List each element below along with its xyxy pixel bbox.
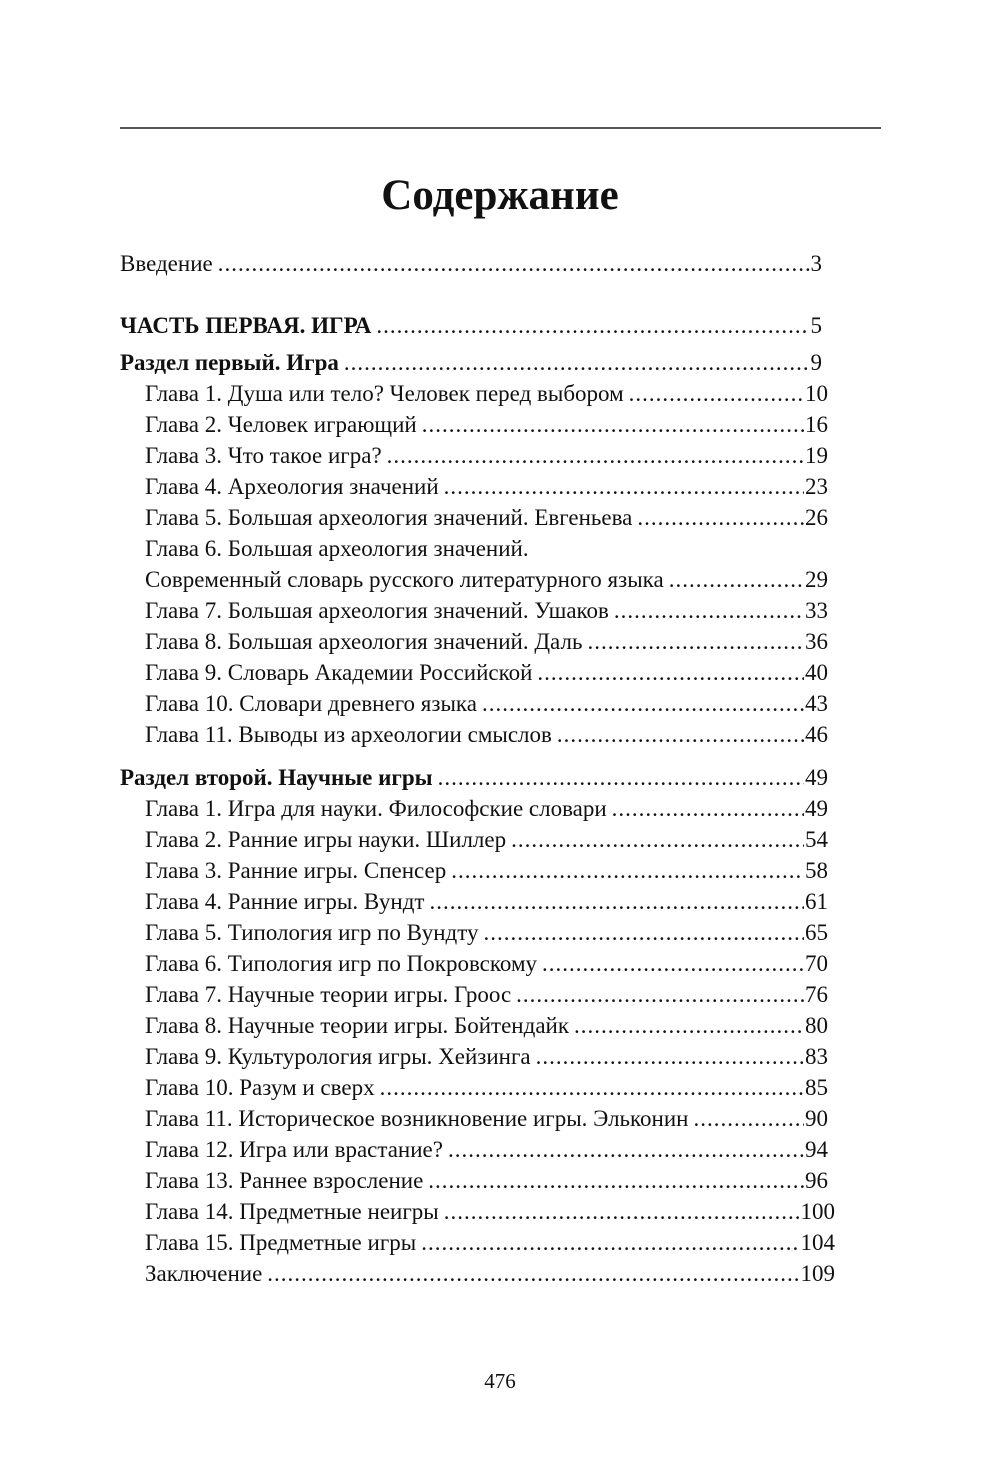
toc-entry-title: Глава 10. Разум и сверх [145, 1075, 375, 1100]
toc-entry-title: Введение [120, 251, 213, 276]
toc-entry-title: Глава 6. Большая археология значений. [145, 536, 529, 561]
toc-entry-page: 36 [805, 629, 828, 654]
toc-entry-page: 26 [805, 505, 828, 530]
toc-entry-page: 33 [805, 598, 828, 623]
toc-entry-title: Глава 14. Предметные неигры [145, 1199, 439, 1224]
toc-entry-page: 70 [805, 951, 828, 976]
toc-chapter-entry[interactable] [145, 1227, 835, 1258]
toc-entry-title: Глава 3. Что такое игра? [145, 443, 382, 468]
dot-leader [380, 1072, 804, 1103]
toc-entry-title: Глава 3. Ранние игры. Спенсер [145, 858, 447, 883]
toc-chapter-entry[interactable] [145, 1196, 835, 1227]
dot-leader [574, 1010, 804, 1041]
toc-chapter-entry[interactable] [145, 855, 828, 886]
toc-entry-page: 19 [805, 443, 828, 468]
toc-entry-page: 9 [810, 350, 822, 375]
toc-entry-title: ЧАСТЬ ПЕРВАЯ. ИГРА [120, 313, 372, 338]
dot-leader [669, 564, 804, 595]
dot-leader [444, 471, 804, 502]
dot-leader [438, 762, 804, 793]
toc-entry-title: Глава 8. Большая археология значений. Даль [145, 629, 583, 654]
toc-chapter-entry[interactable] [145, 886, 828, 917]
dot-leader [451, 855, 804, 886]
toc-chapter-entry[interactable] [145, 793, 828, 824]
dot-leader [421, 1227, 799, 1258]
toc-entry-page: 61 [805, 889, 828, 914]
dot-leader [482, 688, 804, 719]
toc-entry-title: Глава 5. Большая археология значений. Евгеньева [145, 505, 633, 530]
toc-chapter-entry[interactable] [145, 979, 828, 1010]
toc-chapter-entry[interactable] [145, 440, 828, 471]
toc-entry-title: Глава 4. Археология значений [145, 474, 439, 499]
toc-entry-page: 96 [805, 1168, 828, 1193]
toc-entry-title: Глава 11. Выводы из археологии смыслов [145, 722, 552, 747]
dot-leader [448, 1134, 804, 1165]
toc-entry-page: 3 [810, 251, 822, 276]
toc-chapter-entry[interactable] [145, 595, 828, 626]
dot-leader [444, 1196, 800, 1227]
toc-chapter-entry[interactable] [145, 1165, 828, 1196]
toc-chapter-entry[interactable] [145, 1103, 828, 1134]
page-number: 476 [484, 1369, 516, 1393]
toc-entry-title: Глава 5. Типология игр по Вундту [145, 920, 479, 945]
toc-entry-title: Глава 2. Человек играющий [145, 412, 417, 437]
toc-entry-title: Глава 11. Историческое возникновение игры. Эльконин [145, 1106, 689, 1131]
toc-entry-page: 104 [800, 1230, 835, 1255]
dot-leader [614, 595, 804, 626]
toc-entry-intro[interactable] [120, 248, 822, 279]
toc-entry-title: Глава 7. Большая археология значений. Ушаков [145, 598, 609, 623]
toc-entry-page: 40 [805, 660, 828, 685]
toc-entry-title: Глава 13. Раннее взросление [145, 1168, 424, 1193]
toc-entry-title: Глава 15. Предметные игры [145, 1230, 417, 1255]
dot-leader [376, 310, 809, 341]
toc-entry-page: 29 [805, 567, 828, 592]
dot-leader [629, 378, 804, 409]
toc-entry-page: 46 [805, 722, 828, 747]
dot-leader [429, 886, 804, 917]
dot-leader [612, 793, 804, 824]
toc-entry-page: 58 [805, 858, 828, 883]
toc-entry-title: Глава 2. Ранние игры науки. Шиллер [145, 827, 507, 852]
toc-chapter-entry[interactable] [145, 948, 828, 979]
toc-entry-title: Глава 10. Словари древнего языка [145, 691, 477, 716]
toc-entry-page: 83 [805, 1044, 828, 1069]
toc-chapter-entry-continuation[interactable] [145, 564, 828, 595]
toc-entry-title: Современный словарь русского литературного языка [145, 567, 664, 592]
toc-entry-conclusion[interactable] [145, 1258, 835, 1289]
dot-leader [344, 347, 810, 378]
toc-entry-title: Глава 9. Словарь Академии Российской [145, 660, 533, 685]
dot-leader [483, 917, 804, 948]
toc-chapter-entry[interactable] [145, 688, 828, 719]
toc-entry-page: 76 [805, 982, 828, 1007]
toc-chapter-entry[interactable] [145, 1010, 828, 1041]
toc-entry-title: Глава 6. Типология игр по Покровскому [145, 951, 537, 976]
toc-chapter-entry[interactable] [145, 378, 828, 409]
toc-entry-title: Глава 12. Игра или врастание? [145, 1137, 443, 1162]
toc-entry-page: 100 [800, 1199, 835, 1224]
dot-leader [422, 409, 804, 440]
dot-leader [637, 502, 804, 533]
toc-entry-page: 5 [810, 313, 822, 338]
dot-leader [587, 626, 804, 657]
toc-entry-part-one[interactable] [120, 310, 822, 341]
toc-entry-page: 109 [800, 1261, 835, 1286]
toc-entry-title: Глава 1. Душа или тело? Человек перед выбором [145, 381, 624, 406]
toc-entry-section-two[interactable] [120, 762, 828, 793]
toc-entry-page: 49 [805, 765, 828, 790]
toc-chapter-entry[interactable] [145, 502, 828, 533]
toc-chapter-entry[interactable] [145, 917, 828, 948]
dot-leader [693, 1103, 804, 1134]
toc-entry-page: 80 [805, 1013, 828, 1038]
dot-leader [557, 719, 804, 750]
toc-entry-page: 54 [805, 827, 828, 852]
dot-leader [536, 1041, 804, 1072]
dot-leader [537, 657, 804, 688]
dot-leader [542, 948, 804, 979]
toc-entry-page: 16 [805, 412, 828, 437]
toc-entry-page: 10 [805, 381, 828, 406]
toc-entry-title: Заключение [145, 1261, 263, 1286]
toc-entry-page: 65 [805, 920, 828, 945]
toc-chapter-entry[interactable] [145, 471, 828, 502]
toc-entry-title: Глава 1. Игра для науки. Философские словари [145, 796, 607, 821]
toc-chapter-entry[interactable] [145, 657, 828, 688]
toc-entry-page: 23 [805, 474, 828, 499]
toc-chapter-entry[interactable] [145, 1041, 828, 1072]
toc-entry-title: Глава 7. Научные теории игры. Гроос [145, 982, 512, 1007]
toc-entry-page: 94 [805, 1137, 828, 1162]
toc-entry-page: 85 [805, 1075, 828, 1100]
toc-chapter-entry[interactable] [145, 719, 828, 750]
toc-chapter-entry[interactable] [145, 824, 828, 855]
toc-entry-title: Глава 8. Научные теории игры. Бойтендайк [145, 1013, 570, 1038]
dot-leader [218, 248, 810, 279]
toc-entry-title: Раздел первый. Игра [120, 350, 339, 375]
toc-entry-section-one[interactable] [120, 347, 822, 378]
toc-chapter-entry[interactable] [145, 1134, 828, 1165]
toc-chapter-entry-first-line[interactable] [145, 533, 828, 564]
toc-entry-title: Глава 4. Ранние игры. Вундт [145, 889, 425, 914]
page-title: Содержание [381, 172, 619, 219]
dot-leader [387, 440, 804, 471]
dot-leader [267, 1258, 799, 1289]
dot-leader [516, 979, 804, 1010]
toc-entry-page: 90 [805, 1106, 828, 1131]
toc-entry-title: Раздел второй. Научные игры [120, 765, 433, 790]
dot-leader [428, 1165, 804, 1196]
dot-leader [511, 824, 804, 855]
toc-entry-page: 43 [805, 691, 828, 716]
toc-chapter-entry[interactable] [145, 1072, 828, 1103]
toc-chapter-entry[interactable] [145, 626, 828, 657]
toc-entry-page: 49 [805, 796, 828, 821]
toc-entry-title: Глава 9. Культурология игры. Хейзинга [145, 1044, 531, 1069]
toc-chapter-entry[interactable] [145, 409, 828, 440]
